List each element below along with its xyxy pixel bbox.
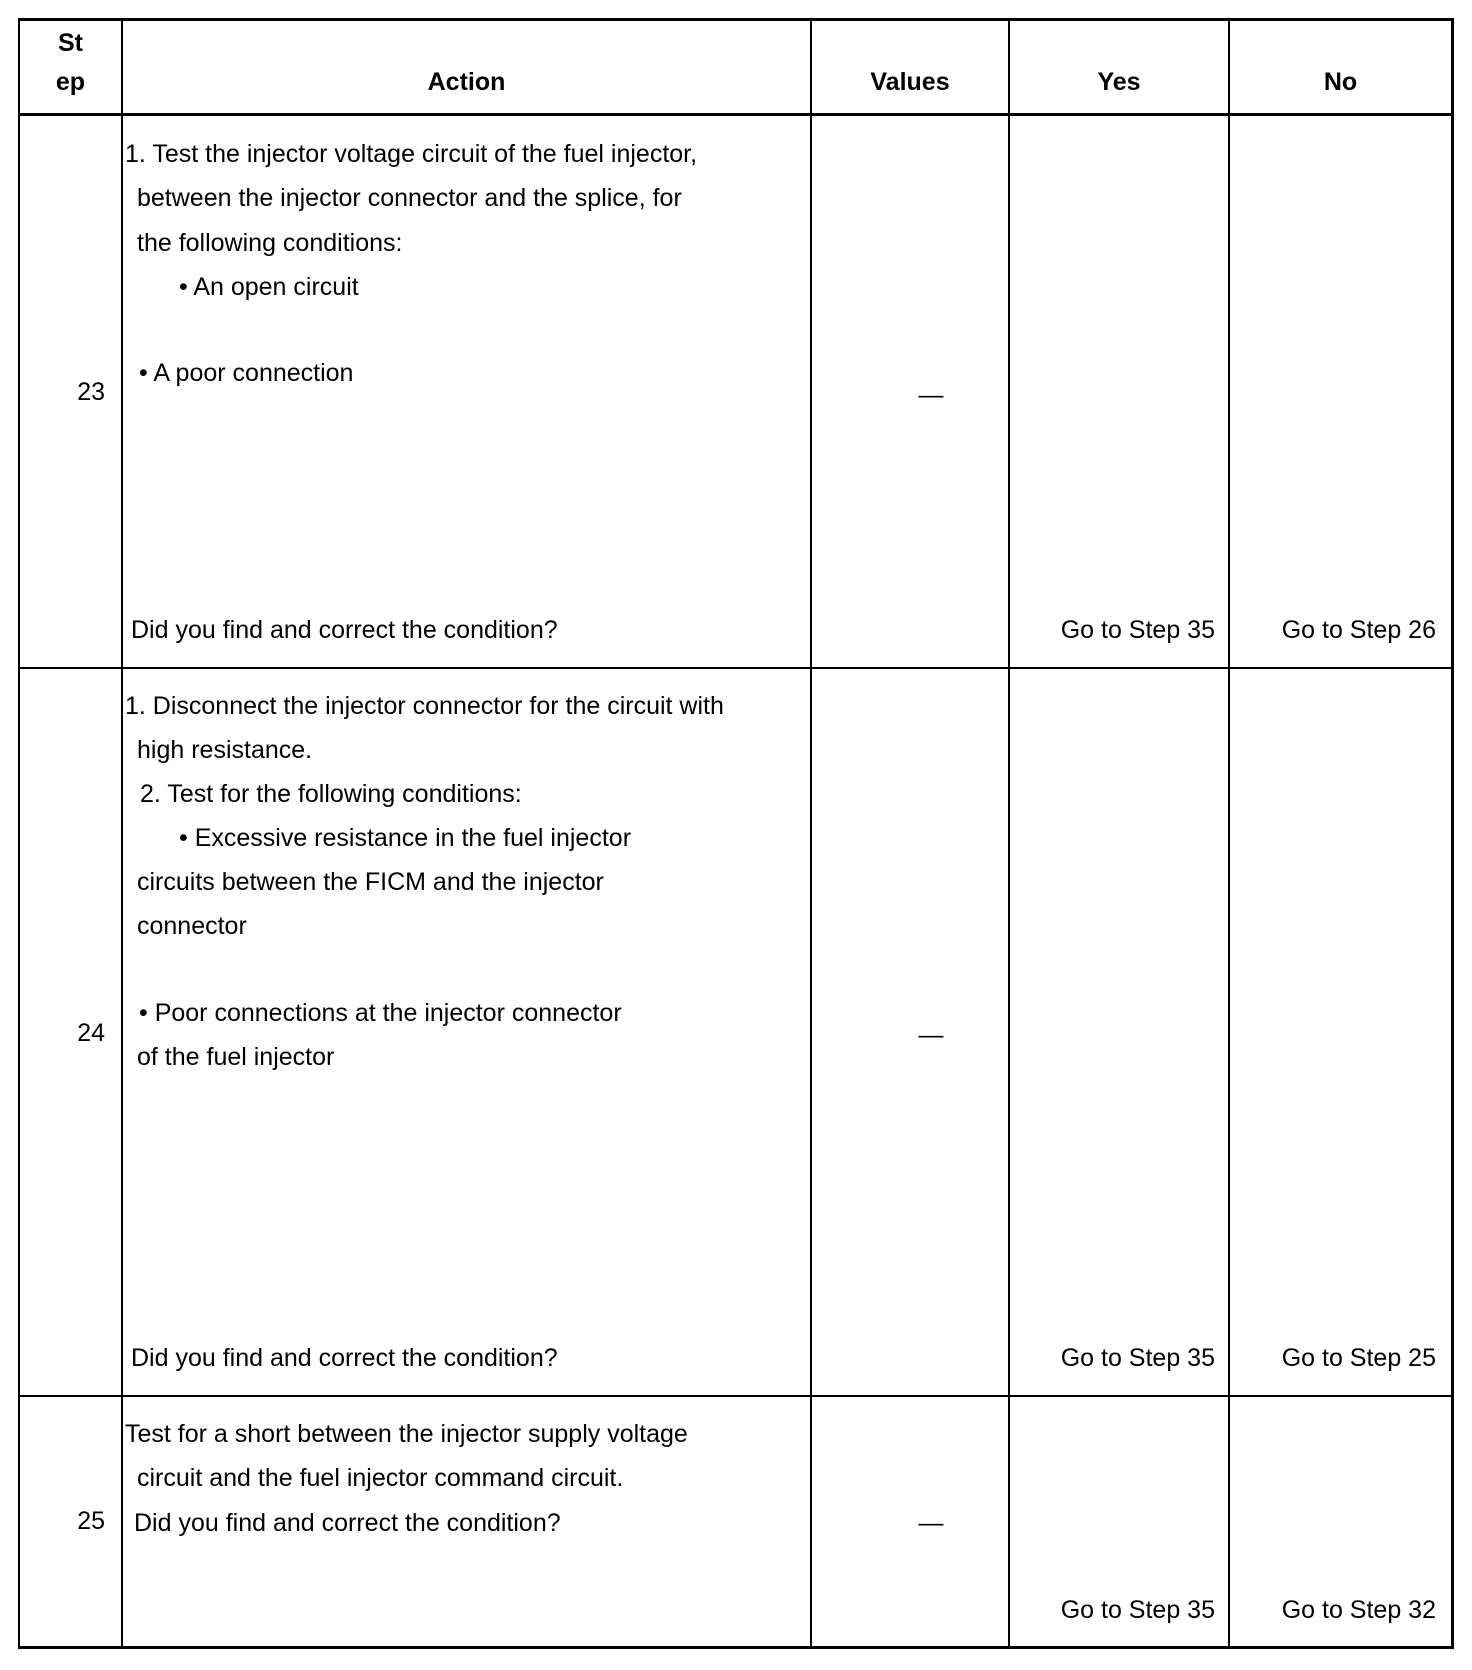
row-rule-24-25 xyxy=(18,1395,1454,1397)
action-question: Did you find and correct the condition? xyxy=(131,616,558,644)
value-dash: — xyxy=(918,1021,944,1049)
header-action: Action xyxy=(427,68,506,96)
header-step-line1: St xyxy=(58,29,83,57)
header-values: Values xyxy=(870,68,950,96)
action-line: circuit and the fuel injector command circuit. xyxy=(137,1464,624,1492)
table-border-bottom xyxy=(18,1646,1454,1649)
table-border-right xyxy=(1451,18,1454,1649)
action-line: 1. Test the injector voltage circuit of the fuel injector, xyxy=(125,140,698,168)
header-no: No xyxy=(1323,68,1358,96)
yes-goto: Go to Step 35 xyxy=(1060,1596,1215,1624)
no-goto: Go to Step 26 xyxy=(1281,616,1436,644)
no-goto: Go to Step 25 xyxy=(1281,1344,1436,1372)
col-rule-action-values xyxy=(810,18,812,1649)
row-rule-23-24 xyxy=(18,667,1454,669)
action-question: Did you find and correct the condition? xyxy=(131,1344,558,1372)
table-border-top xyxy=(18,18,1454,21)
action-line: between the injector connector and the splice, for xyxy=(137,184,682,212)
step-number-25: 25 xyxy=(77,1507,105,1535)
action-bullet-line: • Excessive resistance in the fuel injector xyxy=(179,824,632,852)
value-dash: — xyxy=(918,1509,944,1537)
col-rule-values-yes xyxy=(1008,18,1010,1649)
action-line: high resistance. xyxy=(137,736,313,764)
col-rule-yes-no xyxy=(1228,18,1230,1649)
step-number-24: 24 xyxy=(77,1019,105,1047)
table-border-left xyxy=(18,18,20,1649)
header-yes: Yes xyxy=(1097,68,1141,96)
header-step-line2: ep xyxy=(55,68,86,96)
step-number-23: 23 xyxy=(77,378,105,406)
action-line: Test for a short between the injector supply voltage xyxy=(125,1420,688,1448)
col-rule-step-action xyxy=(121,18,123,1649)
action-line: 1. Disconnect the injector connector for the circuit with xyxy=(125,692,724,720)
header-bottom-rule xyxy=(18,113,1454,116)
action-line: 2. Test for the following conditions: xyxy=(140,780,522,808)
action-bullet-line: • A poor connection xyxy=(139,359,354,387)
action-line: connector xyxy=(137,912,247,940)
action-question: Did you find and correct the condition? xyxy=(134,1509,561,1537)
action-bullet-line: • An open circuit xyxy=(179,273,359,301)
action-line: circuits between the FICM and the injector xyxy=(137,868,604,896)
value-dash: — xyxy=(918,381,944,409)
yes-goto: Go to Step 35 xyxy=(1060,1344,1215,1372)
no-goto: Go to Step 32 xyxy=(1281,1596,1436,1624)
yes-goto: Go to Step 35 xyxy=(1060,616,1215,644)
action-line: the following conditions: xyxy=(137,229,403,257)
action-bullet-line: • Poor connections at the injector connector xyxy=(139,999,622,1027)
action-line: of the fuel injector xyxy=(137,1043,335,1071)
